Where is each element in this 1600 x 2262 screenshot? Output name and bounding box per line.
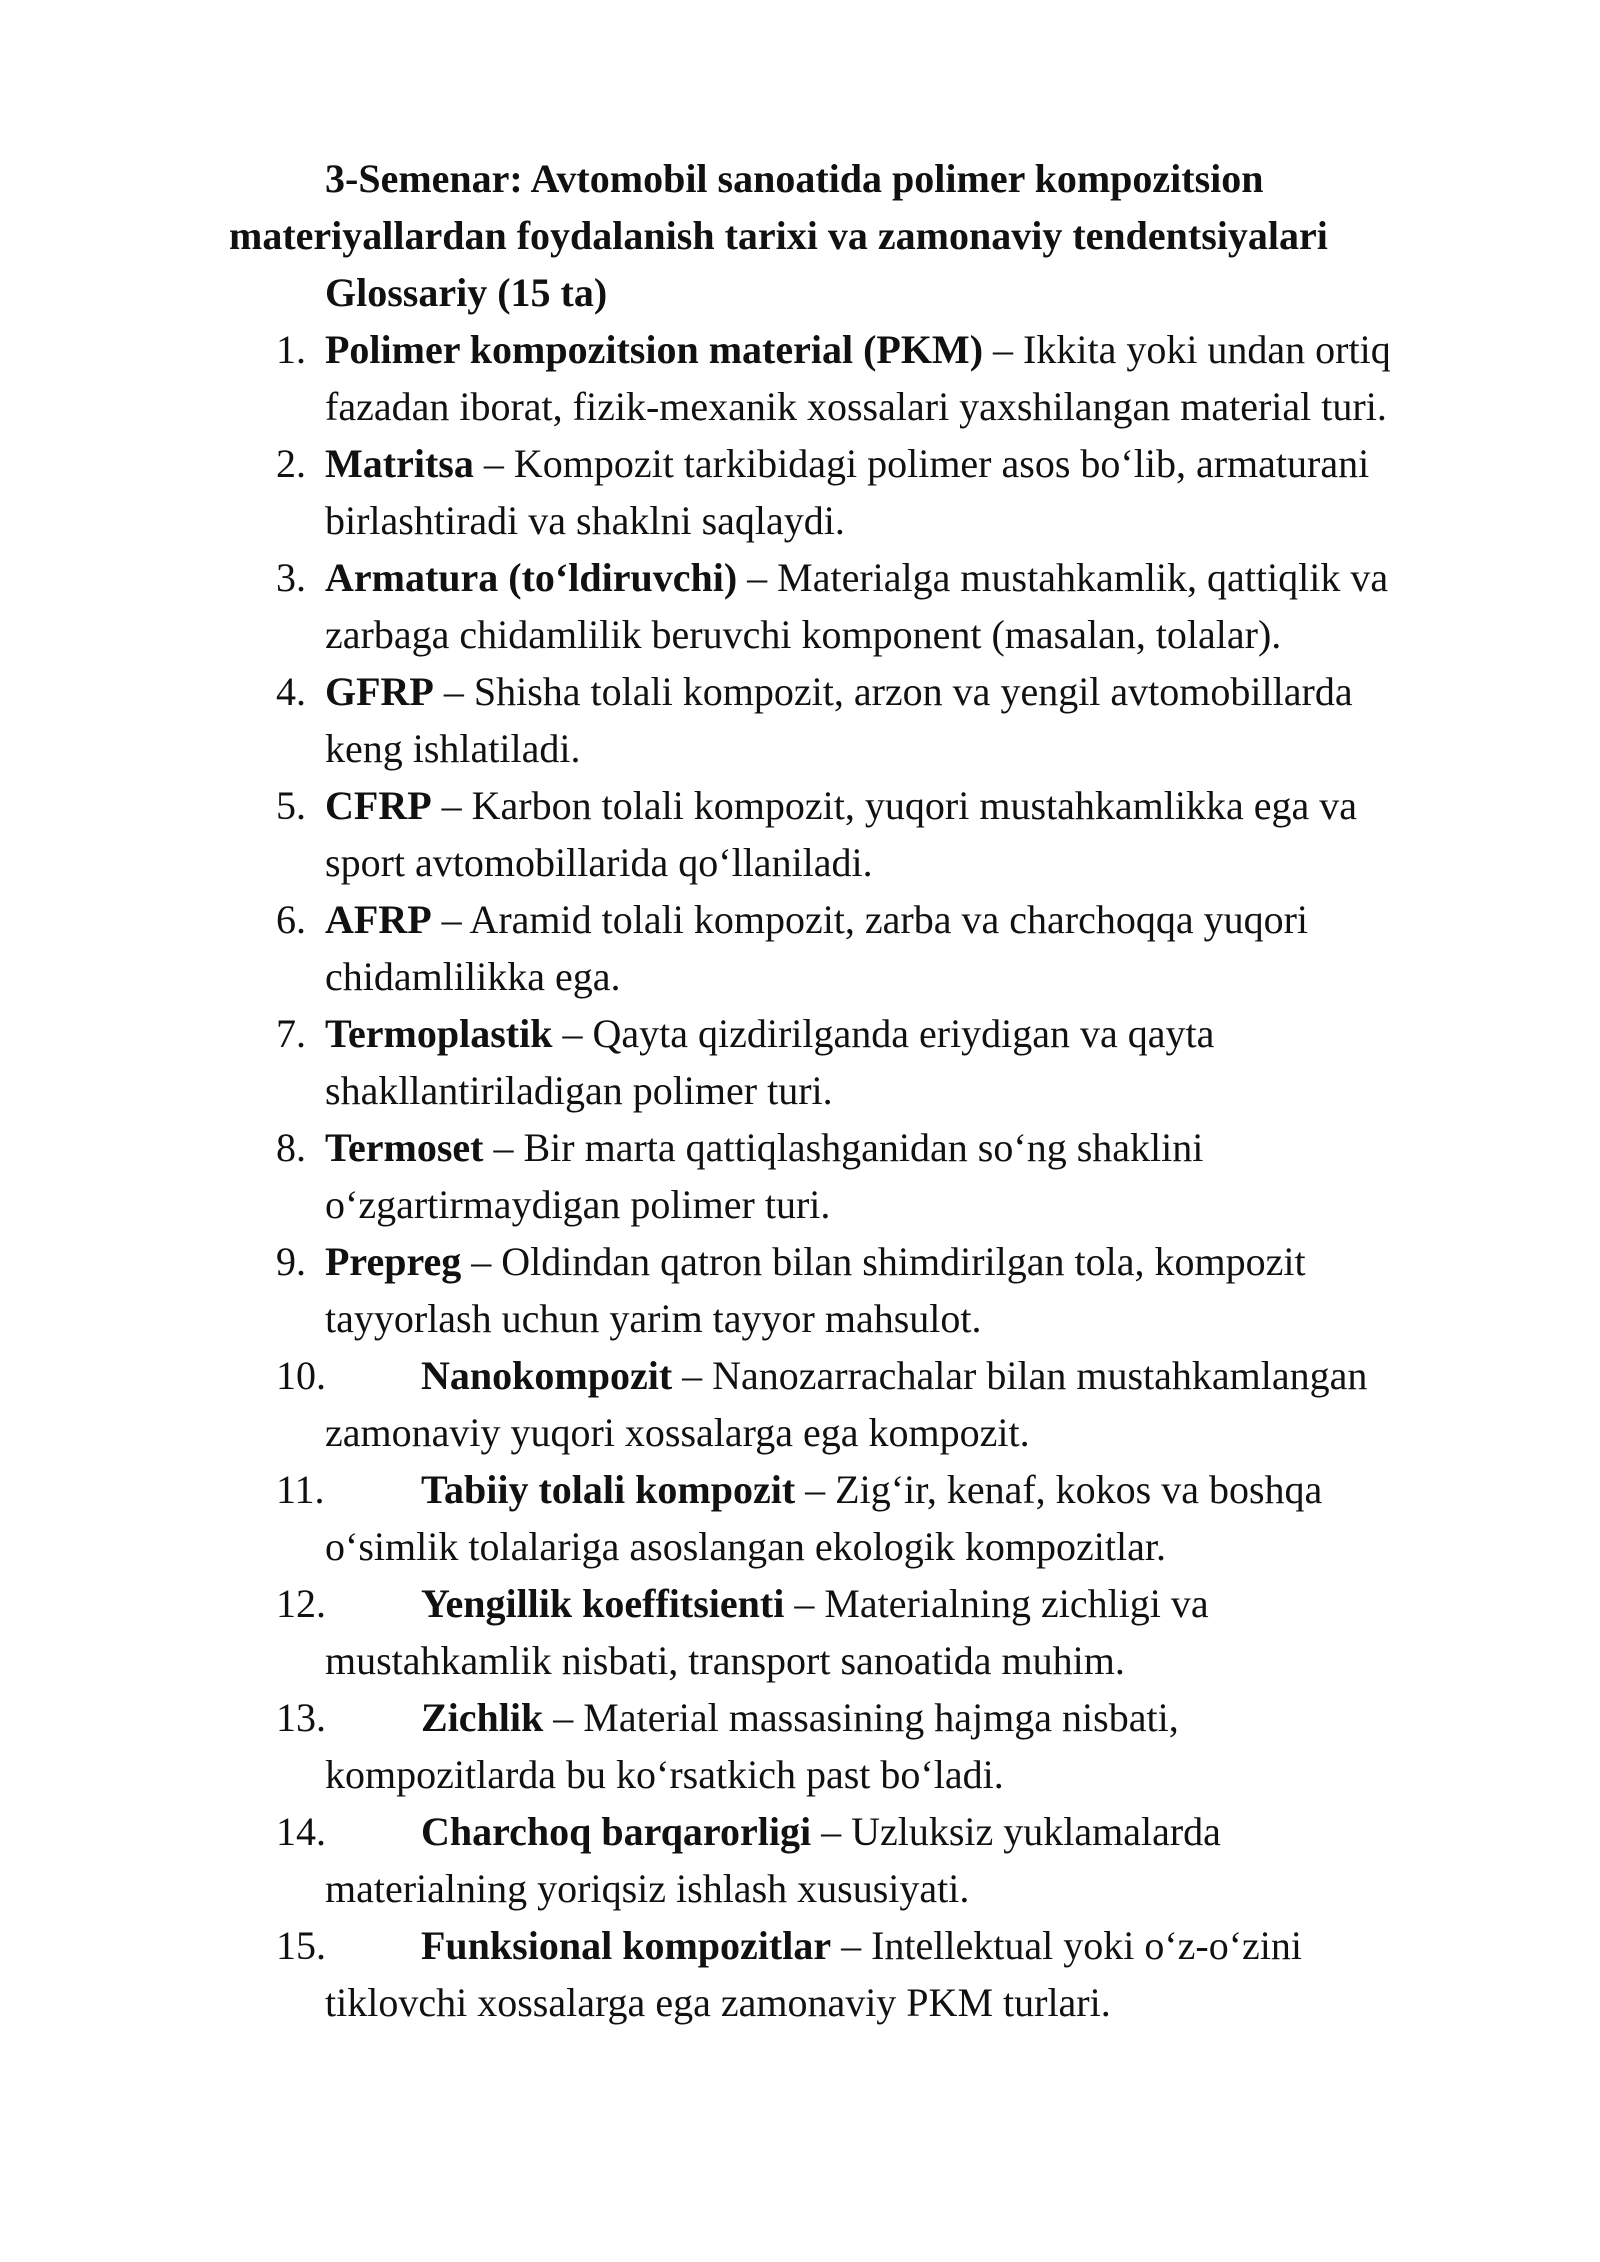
glossary-definition-start: – Ikkita yoki undan ortiq: [983, 327, 1391, 372]
glossary-item: [0, 1119, 1600, 1233]
glossary-term: GFRP: [325, 669, 434, 714]
glossary-definition-start: – Bir marta qattiqlashganidan so‘ng shaklini: [483, 1125, 1204, 1170]
item-number: 5.: [276, 783, 306, 828]
glossary-definition-start: – Aramid tolali kompozit, zarba va charchoqqa yuqori: [431, 897, 1309, 942]
glossary-definition-continuation: shakllantiriladigan polimer turi.: [325, 1068, 833, 1113]
glossary-definition-continuation: keng ishlatiladi.: [325, 726, 581, 771]
glossary-definition-continuation: materialning yoriqsiz ishlash xususiyati.: [325, 1866, 970, 1911]
item-number: 4.: [276, 669, 306, 714]
item-number: 9.: [276, 1239, 306, 1284]
item-number: 14.: [276, 1809, 326, 1854]
glossary-definition-continuation: mustahkamlik nisbati, transport sanoatida muhim.: [325, 1638, 1125, 1683]
glossary-item: [0, 1917, 1600, 2031]
glossary-term: CFRP: [325, 783, 432, 828]
glossary-item: [0, 663, 1600, 777]
item-number: 1.: [276, 327, 306, 372]
glossary-item: [0, 321, 1600, 435]
glossary-definition-start: – Material massasining hajmga nisbati,: [543, 1695, 1179, 1740]
glossary-definition-start: – Karbon tolali kompozit, yuqori mustahkamlikka ega va: [431, 783, 1357, 828]
glossary-definition-start: – Shisha tolali kompozit, arzon va yengil avtomobillarda: [433, 669, 1353, 714]
glossary-term: Matritsa: [325, 441, 474, 486]
item-number: 3.: [276, 555, 306, 600]
glossary-term: Prepreg: [325, 1239, 462, 1284]
glossary-definition-start: – Oldindan qatron bilan shimdirilgan tola, kompozit: [461, 1239, 1306, 1284]
item-number: 13.: [276, 1695, 326, 1740]
glossary-item: [0, 1005, 1600, 1119]
glossary-term: Yengillik koeffitsienti: [421, 1581, 785, 1626]
glossary-definition-continuation: tiklovchi xossalarga ega zamonaviy PKM turlari.: [325, 1980, 1111, 2025]
glossary-item: [0, 1575, 1600, 1689]
glossary-definition-continuation: zamonaviy yuqori xossalarga ega kompozit.: [325, 1410, 1030, 1455]
glossary-definition-start: – Materialga mustahkamlik, qattiqlik va: [737, 555, 1389, 600]
glossary-item: [0, 435, 1600, 549]
glossary-term: Zichlik: [421, 1695, 544, 1740]
glossary-item: [0, 777, 1600, 891]
glossary-definition-start: – Intellektual yoki o‘z-o‘zini: [831, 1923, 1303, 1968]
glossary-subtitle: Glossariy (15 ta): [325, 270, 608, 315]
glossary-definition-continuation: kompozitlarda bu ko‘rsatkich past bo‘ladi.: [325, 1752, 1004, 1797]
glossary-definition-continuation: birlashtiradi va shaklni saqlaydi.: [325, 498, 845, 543]
glossary-term: Tabiiy tolali kompozit: [421, 1467, 796, 1512]
glossary-term: Charchoq barqarorligi: [421, 1809, 812, 1854]
glossary-definition-continuation: zarbaga chidamlilik beruvchi komponent (masalan, tolalar).: [325, 612, 1282, 657]
glossary-definition-start: – Qayta qizdirilganda eriydigan va qayta: [552, 1011, 1215, 1056]
heading-line-1: 3-Semenar: Avtomobil sanoatida polimer kompozitsion: [325, 156, 1264, 201]
glossary-definition-start: – Nanozarrachalar bilan mustahkamlangan: [672, 1353, 1368, 1398]
glossary-item: [0, 1803, 1600, 1917]
glossary-definition-continuation: o‘simlik tolalariga asoslangan ekologik kompozitlar.: [325, 1524, 1166, 1569]
glossary-definition-start: – Materialning zichligi va: [784, 1581, 1209, 1626]
glossary-definition-start: – Uzluksiz yuklamalarda: [811, 1809, 1221, 1854]
glossary-list: [0, 321, 1600, 2031]
glossary-definition-continuation: tayyorlash uchun yarim tayyor mahsulot.: [325, 1296, 982, 1341]
glossary-item: [0, 891, 1600, 1005]
item-number: 2.: [276, 441, 306, 486]
glossary-item: [0, 1347, 1600, 1461]
heading-line-2: materiyallardan foydalanish tarixi va zamonaviy tendentsiyalari: [229, 213, 1328, 258]
item-number: 12.: [276, 1581, 326, 1626]
glossary-item: [0, 1461, 1600, 1575]
glossary-term: Armatura (to‘ldiruvchi): [325, 555, 738, 600]
item-number: 15.: [276, 1923, 326, 1968]
glossary-definition-start: – Kompozit tarkibidagi polimer asos bo‘lib, armaturani: [473, 441, 1370, 486]
item-number: 7.: [276, 1011, 306, 1056]
glossary-definition-start: – Zig‘ir, kenaf, kokos va boshqa: [795, 1467, 1323, 1512]
item-number: 8.: [276, 1125, 306, 1170]
glossary-term: Funksional kompozitlar: [421, 1923, 832, 1968]
glossary-term: Polimer kompozitsion material (PKM): [325, 327, 984, 372]
glossary-term: Nanokompozit: [421, 1353, 673, 1398]
glossary-definition-continuation: fazadan iborat, fizik-mexanik xossalari yaxshilangan material turi.: [325, 384, 1387, 429]
glossary-item: [0, 1233, 1600, 1347]
glossary-definition-continuation: sport avtomobillarida qo‘llaniladi.: [325, 840, 873, 885]
glossary-item: [0, 549, 1600, 663]
glossary-definition-continuation: chidamlilikka ega.: [325, 954, 621, 999]
item-number: 6.: [276, 897, 306, 942]
glossary-item: [0, 1689, 1600, 1803]
item-number: 11.: [276, 1467, 325, 1512]
item-number: 10.: [276, 1353, 326, 1398]
glossary-term: Termoset: [325, 1125, 484, 1170]
glossary-term: Termoplastik: [325, 1011, 553, 1056]
glossary-definition-continuation: o‘zgartirmaydigan polimer turi.: [325, 1182, 831, 1227]
document-heading: [229, 150, 1479, 321]
glossary-term: AFRP: [325, 897, 432, 942]
